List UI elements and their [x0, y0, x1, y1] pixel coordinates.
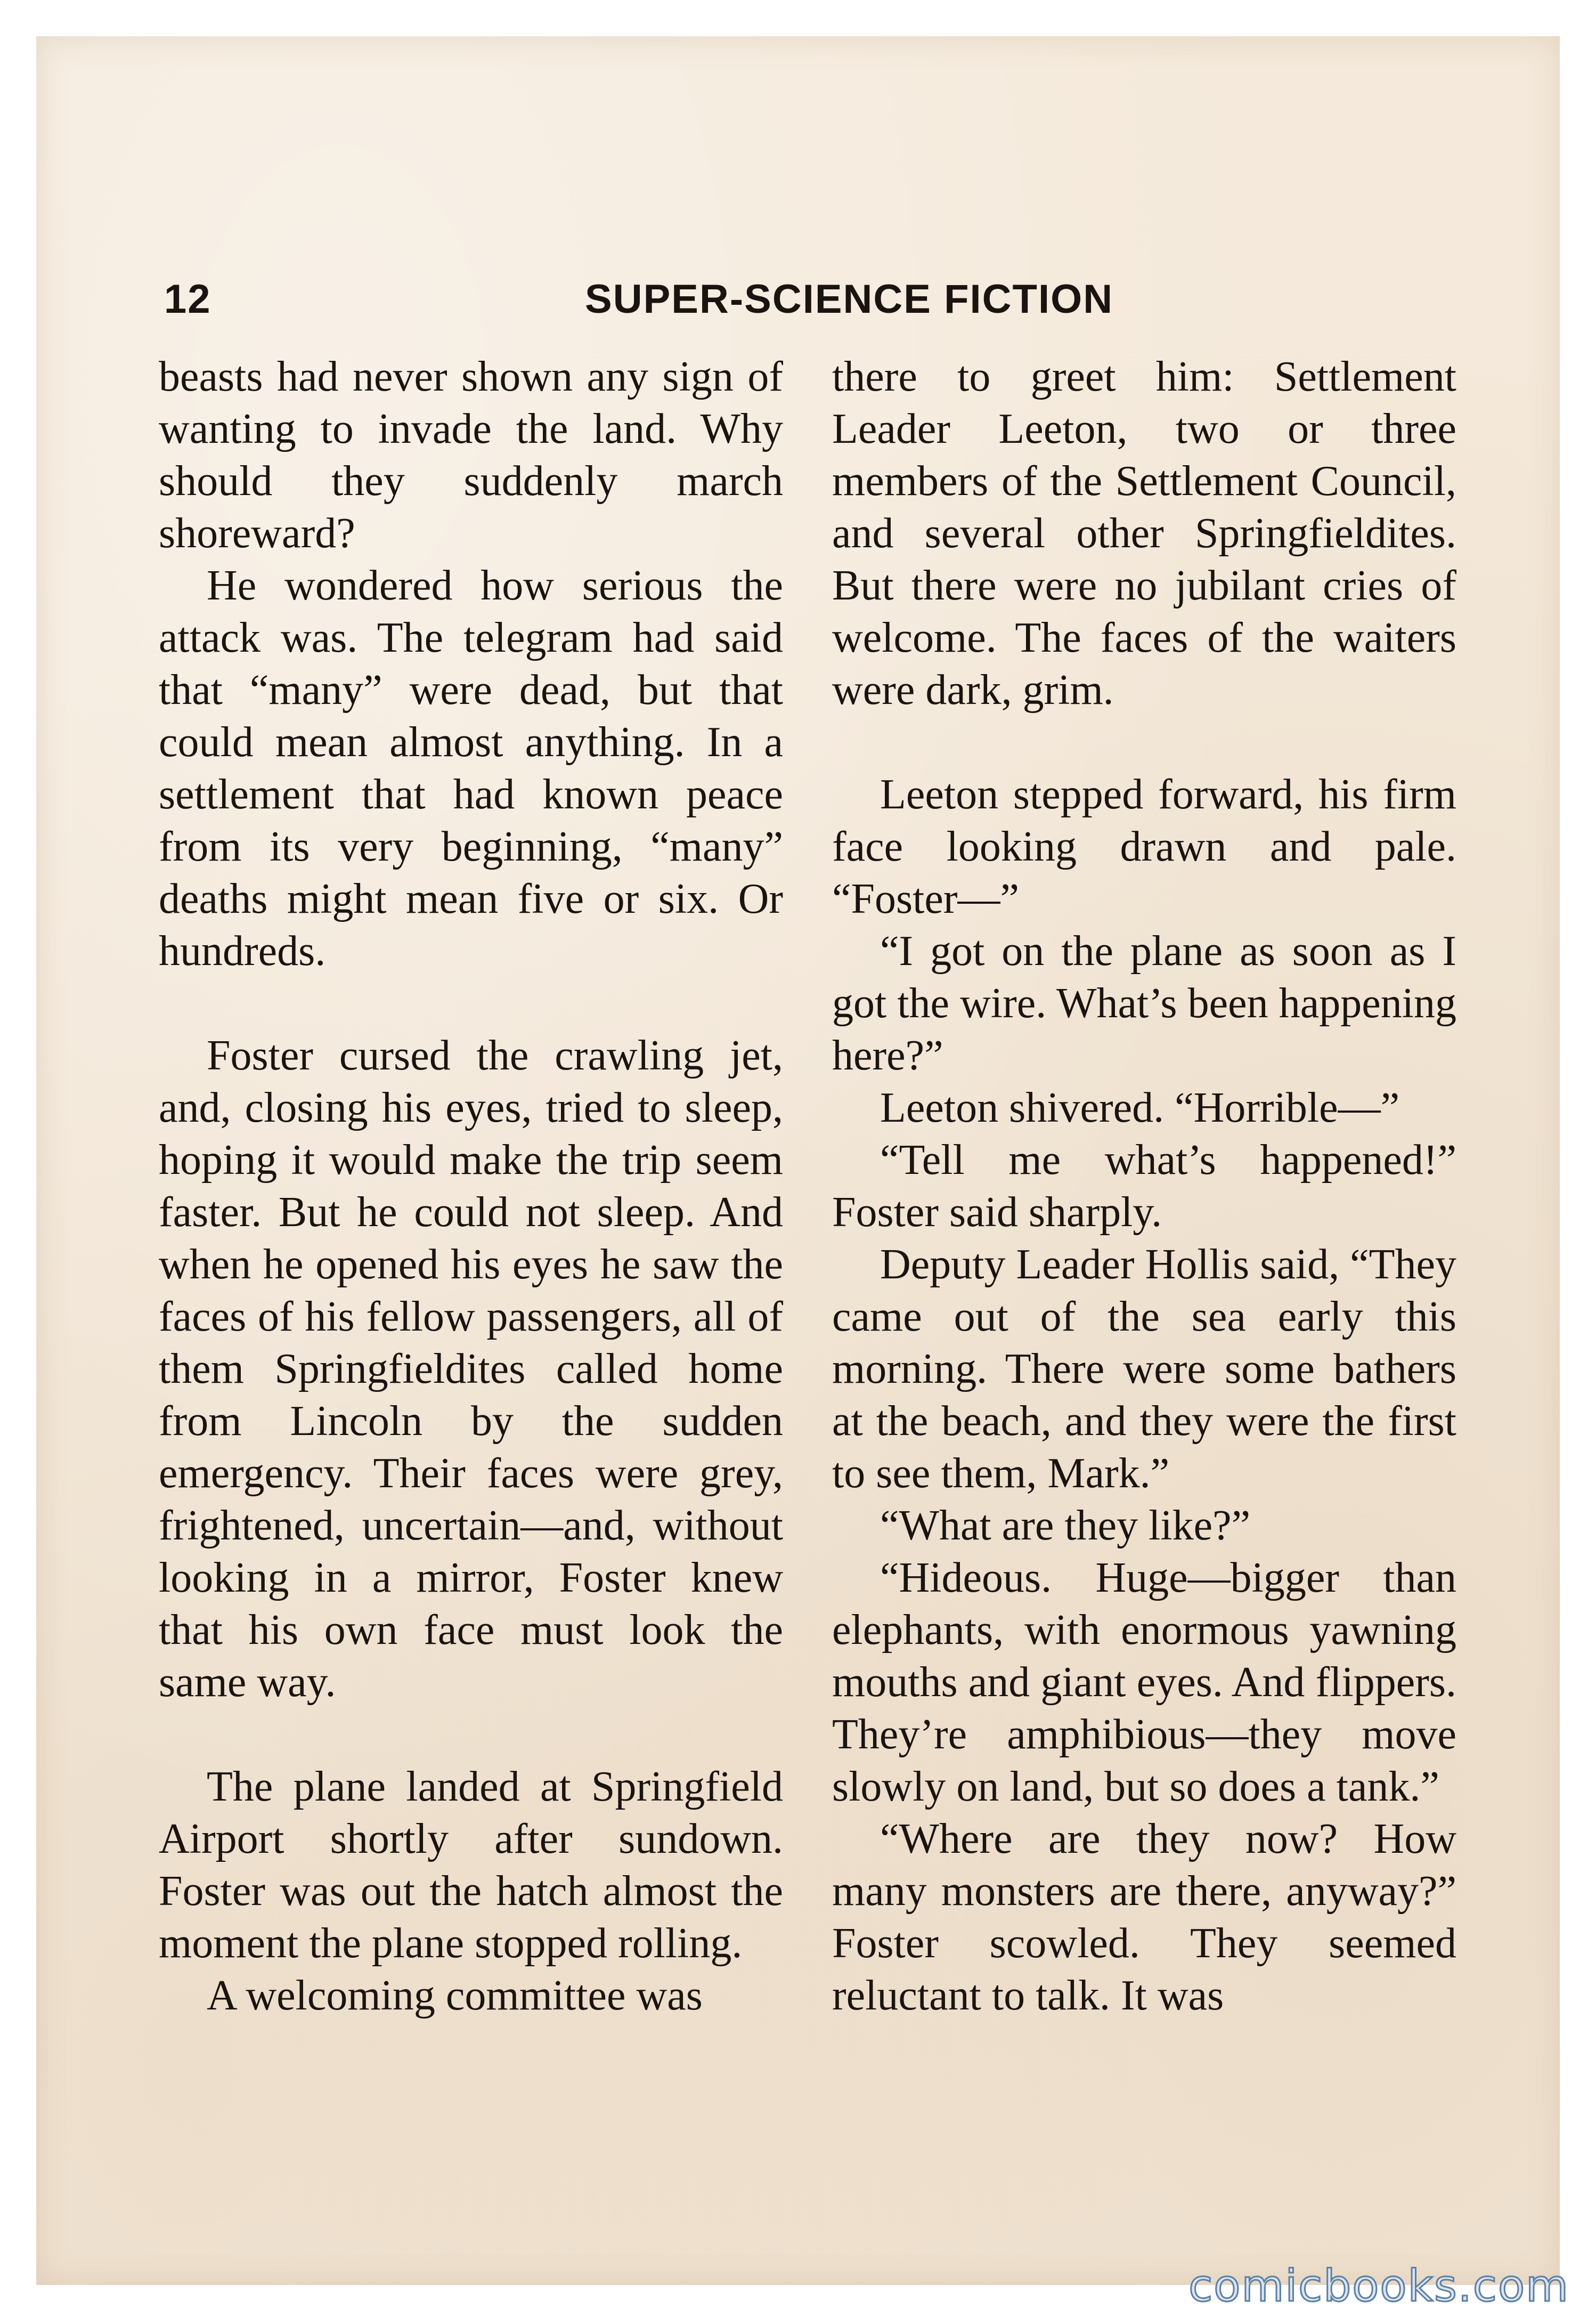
page-number: 12 — [164, 277, 211, 322]
running-title: SUPER-SCIENCE FICTION — [585, 277, 1114, 322]
paragraph: A welcoming committee was — [207, 1972, 703, 2019]
paragraph: beasts had never shown any sign of wanting to invade the land. Why should they suddenly march shoreward? — [159, 353, 783, 557]
paragraph: “Where are they now? How many monsters are there, anyway?” Foster scowled. They seemed reluctant to talk. It was — [832, 1816, 1456, 2019]
paragraph: “I got on the plane as soon as I got the wire. What’s been happening here?” — [832, 928, 1456, 1079]
left-column — [159, 351, 783, 2022]
paragraph: Leeton shivered. “Horrible—” — [880, 1084, 1400, 1131]
site-watermark: comicbooks.com — [1188, 2261, 1569, 2312]
paragraph: there to greet him: Settlement Leader Leeton, two or three members of the Settlement Council, and several other Springfieldites. But there were no jubilant cries of welcome. The faces of the waiters were dark, grim. — [832, 353, 1456, 714]
paragraph: Deputy Leader Hollis said, “They came out of the sea early this morning. There were some bathers at the beach, and they were the first to see them, Mark.” — [832, 1241, 1456, 1497]
book-page — [36, 36, 1560, 2285]
paragraph: “Tell me what’s happened!” Foster said sharply. — [832, 1137, 1456, 1236]
paragraph: “Hideous. Huge—bigger than elephants, with enormous yawning mouths and giant eyes. And flippers. They’re amphibious—they move slowly on land, but so does a tank.” — [832, 1554, 1456, 1810]
paragraph: The plane landed at Springfield Airport shortly after sundown. Foster was out the hatch almost the moment the plane stopped rolling. — [159, 1763, 783, 1967]
page-header — [159, 276, 1491, 335]
paragraph: Leeton stepped forward, his firm face looking drawn and pale. “Foster—” — [832, 771, 1456, 922]
paragraph: Foster cursed the crawling jet, and, closing his eyes, tried to sleep, hoping it would make the trip seem faster. But he could not sleep. And when he opened his eyes he saw the faces of his fellow passengers, all of them Springfieldites called home from Lincoln by the sudden emergency. Their faces were grey, frightened, uncertain—and, without looking in a mirror, Foster knew that his own face must look the same way. — [159, 1032, 783, 1706]
paragraph: “What are they like?” — [880, 1502, 1251, 1549]
right-column — [832, 351, 1456, 2022]
paragraph: He wondered how serious the attack was. The telegram had said that “many” were dead, but that could mean almost anything. In a settlement that had known peace from its very beginning, “many” deaths might mean five or six. Or hundreds. — [159, 562, 783, 975]
